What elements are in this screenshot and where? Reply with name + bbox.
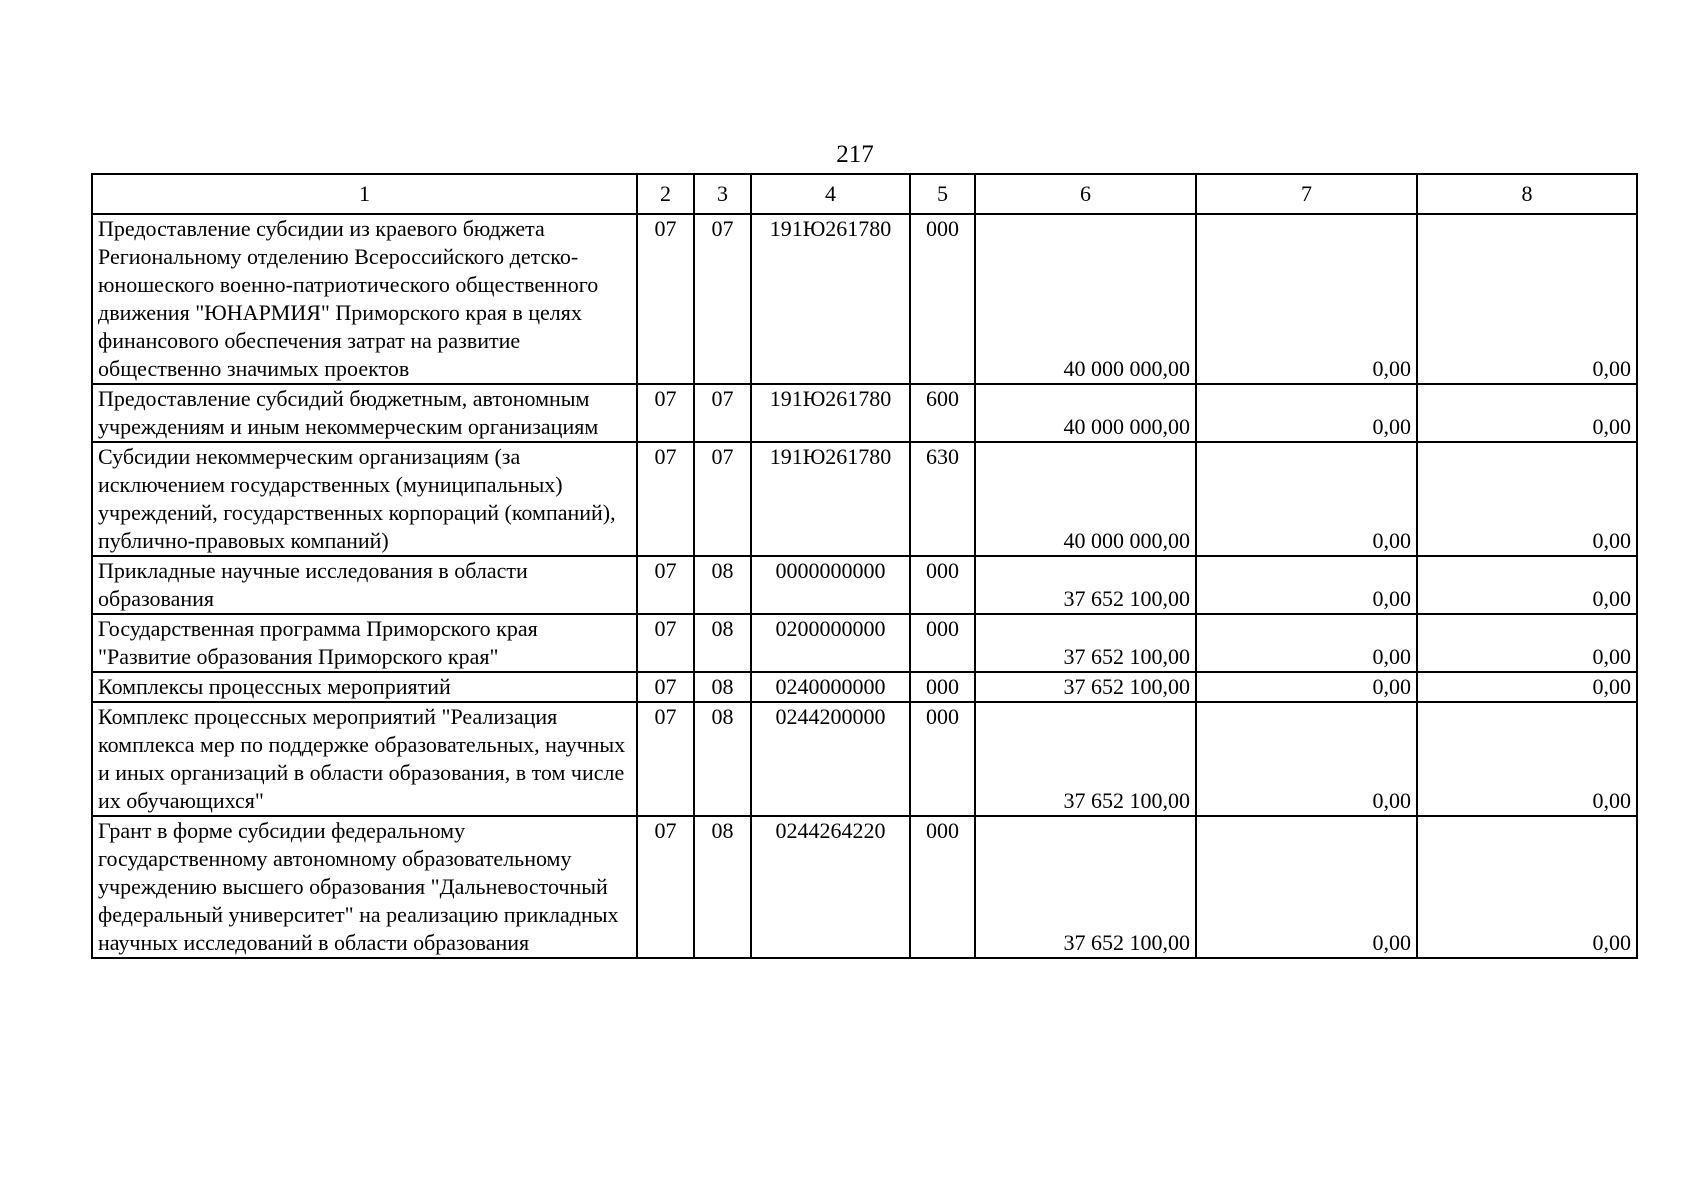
table-row: [92, 702, 1637, 816]
row-subsection: 07: [694, 384, 751, 442]
row-amount-6: 40 000 000,00: [975, 214, 1196, 384]
row-section: 07: [637, 702, 694, 816]
row-amount-8: 0,00: [1417, 442, 1637, 556]
row-amount-7: 0,00: [1196, 384, 1417, 442]
row-amount-7: 0,00: [1196, 672, 1417, 702]
row-amount-6: 40 000 000,00: [975, 384, 1196, 442]
header-cell-1: 1: [92, 174, 637, 214]
header-cell-7: 7: [1196, 174, 1417, 214]
row-section: 07: [637, 442, 694, 556]
table-row: [92, 384, 1637, 442]
row-subsection: 07: [694, 442, 751, 556]
row-name: Субсидии некоммерческим организациям (за исключением государственных (муниципальных) учреждений, государственных корпораций (компаний), публично-правовых компаний): [92, 442, 637, 556]
row-target-code: 0244264220: [751, 816, 910, 958]
row-section: 07: [637, 672, 694, 702]
table-row: [92, 614, 1637, 672]
row-expense-type: 000: [910, 672, 975, 702]
budget-table: [91, 173, 1638, 959]
row-amount-8: 0,00: [1417, 816, 1637, 958]
row-amount-7: 0,00: [1196, 816, 1417, 958]
row-subsection: 07: [694, 214, 751, 384]
row-amount-8: 0,00: [1417, 214, 1637, 384]
row-target-code: 0200000000: [751, 614, 910, 672]
row-name: Государственная программа Приморского края "Развитие образования Приморского края": [92, 614, 637, 672]
row-expense-type: 000: [910, 816, 975, 958]
row-amount-7: 0,00: [1196, 702, 1417, 816]
row-section: 07: [637, 556, 694, 614]
table-row: [92, 672, 1637, 702]
row-name: Прикладные научные исследования в области образования: [92, 556, 637, 614]
row-expense-type: 000: [910, 614, 975, 672]
row-amount-8: 0,00: [1417, 702, 1637, 816]
row-subsection: 08: [694, 816, 751, 958]
row-subsection: 08: [694, 614, 751, 672]
row-amount-8: 0,00: [1417, 672, 1637, 702]
row-expense-type: 600: [910, 384, 975, 442]
row-name: Предоставление субсидий бюджетным, автономным учреждениям и иным некоммерческим организациям: [92, 384, 637, 442]
row-section: 07: [637, 214, 694, 384]
table-row: [92, 556, 1637, 614]
row-amount-7: 0,00: [1196, 614, 1417, 672]
table-row: [92, 442, 1637, 556]
table-row: [92, 816, 1637, 958]
row-amount-6: 37 652 100,00: [975, 614, 1196, 672]
header-cell-8: 8: [1417, 174, 1637, 214]
header-cell-2: 2: [637, 174, 694, 214]
row-target-code: 0240000000: [751, 672, 910, 702]
row-amount-6: 37 652 100,00: [975, 556, 1196, 614]
row-amount-6: 40 000 000,00: [975, 442, 1196, 556]
header-cell-5: 5: [910, 174, 975, 214]
row-name: Комплексы процессных мероприятий: [92, 672, 637, 702]
row-name: Предоставление субсидии из краевого бюджета Региональному отделению Всероссийского детско-юношеского военно-патриотического общественного движения "ЮНАРМИЯ" Приморского края в целях финансового обеспечения затрат на развитие общественно значимых проектов: [92, 214, 637, 384]
row-target-code: 191Ю261780: [751, 442, 910, 556]
row-amount-6: 37 652 100,00: [975, 672, 1196, 702]
row-section: 07: [637, 614, 694, 672]
header-cell-4: 4: [751, 174, 910, 214]
row-section: 07: [637, 816, 694, 958]
row-amount-7: 0,00: [1196, 442, 1417, 556]
row-subsection: 08: [694, 672, 751, 702]
row-amount-6: 37 652 100,00: [975, 816, 1196, 958]
page-number: 217: [836, 141, 874, 168]
row-amount-7: 0,00: [1196, 556, 1417, 614]
row-expense-type: 000: [910, 214, 975, 384]
row-amount-7: 0,00: [1196, 214, 1417, 384]
row-section: 07: [637, 384, 694, 442]
row-target-code: 191Ю261780: [751, 384, 910, 442]
row-amount-8: 0,00: [1417, 556, 1637, 614]
table-row: [92, 214, 1637, 384]
header-row: [92, 174, 1637, 214]
row-expense-type: 630: [910, 442, 975, 556]
row-target-code: 191Ю261780: [751, 214, 910, 384]
row-expense-type: 000: [910, 702, 975, 816]
row-amount-8: 0,00: [1417, 384, 1637, 442]
header-cell-3: 3: [694, 174, 751, 214]
row-target-code: 0000000000: [751, 556, 910, 614]
header-cell-6: 6: [975, 174, 1196, 214]
row-subsection: 08: [694, 702, 751, 816]
row-expense-type: 000: [910, 556, 975, 614]
row-name: Комплекс процессных мероприятий "Реализация комплекса мер по поддержке образовательных, научных и иных организаций в области образования, в том числе их обучающихся": [92, 702, 637, 816]
row-name: Грант в форме субсидии федеральному государственному автономному образовательному учреждению высшего образования "Дальневосточный федеральный университет" на реализацию прикладных научных исследований в области образования: [92, 816, 637, 958]
row-amount-6: 37 652 100,00: [975, 702, 1196, 816]
row-subsection: 08: [694, 556, 751, 614]
row-amount-8: 0,00: [1417, 614, 1637, 672]
row-target-code: 0244200000: [751, 702, 910, 816]
